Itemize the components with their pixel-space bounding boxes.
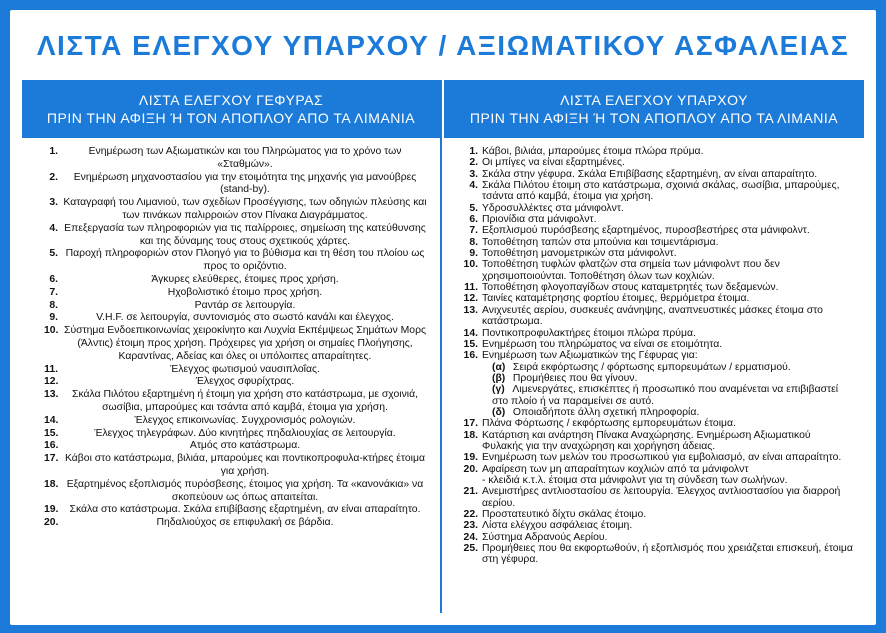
checklist-item	[464, 305, 854, 328]
item-text: Σύστημα Ενδοεπικοινωνίας χειροκίνητο και Λυχνία Εκπέμψεως Σημάτων Μορς (Άλντις) έτοιμη προς χρήση. Πρόχειρες για χρήση οι σημαίες Πλοήγησης, Καραντίνας, Αδείας και όλες οι υπόλοιπες απαραίτητες.	[64, 325, 426, 362]
item-number: 6.	[49, 273, 58, 285]
item-number: 24.	[463, 531, 478, 543]
item-text: Προμήθειες που θα εκφορτωθούν, ή εξοπλισμός που χρειάζεται επισκευή, έτοιμα στη γέφυρα.	[482, 543, 853, 566]
item-text: Ταινίες καταμέτρησης φορτίου έτοιμες, θερμόμετρα έτοιμα.	[482, 293, 750, 305]
item-text: Έλεγχος φωτισμού ναυσιπλοΐας.	[170, 363, 320, 375]
item-number: 5.	[49, 248, 58, 260]
item-number: 6.	[469, 214, 478, 226]
item-text: Αφαίρεση των μη απαραίτητων κοχλιών από τα μάνιφολντ	[482, 463, 749, 475]
item-number: 15.	[44, 427, 59, 439]
checklist-item	[464, 248, 854, 259]
item-text: Κάβοι, βιλιάα, μπαρούμες έτοιμα πλώρα πρύμα.	[482, 146, 704, 157]
checklist-item	[49, 222, 430, 249]
item-text: Έλεγχος σφυρίχτρας.	[195, 376, 295, 388]
checklist-item	[464, 520, 854, 531]
item-number: 8.	[49, 299, 58, 311]
item-text: Κάβοι στο κατάστρωμα, βιλιάα, μπαρούμες και ποντικοπροφυλα-κτήρες έτοιμα για χρήση.	[65, 453, 425, 477]
item-number: 22.	[463, 509, 478, 520]
item-text: Σύστημα Αδρανούς Αερίου.	[482, 531, 608, 543]
item-number: 20.	[44, 517, 59, 529]
checklist-item	[464, 464, 854, 487]
sub-item-label: (δ)	[492, 406, 506, 418]
checklist-item	[44, 376, 430, 389]
item-text: Πλάνα Φόρτωσης / εκφόρτωσης εμπορευμάτων έτοιμα.	[482, 418, 736, 430]
item-number: 5.	[469, 202, 478, 214]
item-number: 16.	[44, 440, 59, 452]
item-text: Ανιχνευτές αερίου, συσκευές ανάνηψης, αναπνευστικές μάσκες έτοιμα στο κατάστρωμα.	[482, 304, 823, 328]
item-number: 13.	[44, 389, 59, 401]
checklist-item	[464, 180, 854, 203]
checklist-item	[464, 430, 854, 453]
checklist-item	[49, 146, 430, 172]
bridge-checklist-column	[22, 80, 442, 613]
item-text: Ενημέρωση των μελών του προσωπικού για εμβολιασμό, αν είναι απαραίτητο.	[482, 452, 842, 464]
item-number: 17.	[44, 453, 59, 465]
checklist-item	[44, 478, 430, 505]
item-number: 19.	[463, 452, 478, 464]
item-number: 20.	[463, 463, 478, 475]
sub-item	[482, 373, 854, 384]
item-number: 14.	[463, 327, 478, 339]
item-text: Τοποθέτηση μανομετρικών στα μάνιφολντ.	[482, 248, 677, 260]
sub-item-text: Λιμενεργάτες, επισκέπτες ή προσωπικό που αναμένεται να επιβιβαστεί στο πλοίο ή να παραμείνει σε αυτό.	[492, 384, 839, 407]
item-number: 16.	[463, 350, 478, 362]
sub-item	[482, 407, 854, 418]
checklist-item	[464, 339, 854, 350]
checklist-item	[464, 452, 854, 463]
checklist-item	[49, 171, 430, 198]
checklist-item	[464, 350, 854, 418]
sub-item	[482, 362, 854, 373]
master-checklist	[444, 138, 864, 566]
checklist-item	[464, 418, 854, 429]
checklist-item	[49, 197, 430, 223]
item-number: 25.	[463, 543, 478, 555]
item-number: 2.	[49, 171, 58, 183]
item-number: 2.	[469, 157, 478, 169]
master-heading-line1: ΛΙΣΤΑ ΕΛΕΓΧΟΥ ΥΠΑΡΧΟΥ	[560, 92, 748, 108]
item-text: Εξαρτημένος εξοπλισμός πυρόσβεσης, έτοιμος για χρήση. Τα «κανονάκια» να σκοπεύουν ως όπως απαιτείται.	[66, 478, 424, 503]
checklist-item	[464, 259, 854, 282]
checklist-item	[49, 248, 430, 274]
item-number: 1.	[469, 146, 478, 157]
item-number: 3.	[469, 168, 478, 180]
item-number: 9.	[49, 312, 58, 324]
master-checklist-heading	[444, 80, 864, 138]
item-number: 18.	[463, 429, 478, 441]
checklist-item	[44, 517, 430, 530]
bridge-heading-line1: ΛΙΣΤΑ ΕΛΕΓΧΟΥ ΓΕΦΥΡΑΣ	[138, 92, 324, 108]
item-number: 19.	[44, 504, 59, 516]
item-text: Ενημέρωση των Αξιωματικών και του Πληρώματος για το χρόνο των «Σταθμών».	[88, 146, 402, 170]
checklist-item	[464, 282, 854, 293]
sub-item-label: (β)	[492, 372, 506, 384]
item-number: 10.	[44, 325, 59, 337]
item-text: Σκάλα Πιλότου έτοιμη στο κατάστρωμα, σχοινιά σκάλας, σωσίβια, μπαρούμες, τσάντα από καμβά, έτοιμα για χρήση.	[482, 180, 840, 203]
checklist-item	[44, 427, 430, 441]
master-heading-line2: ΠΡΙΝ ΤΗΝ ΑΦΙΞΗ Ή ΤΟΝ ΑΠΟΠΛΟΥ ΑΠΟ ΤΑ ΛΙΜΑΝΙΑ	[469, 110, 839, 126]
item-text: Τοποθέτηση ταπών στα μπούνια και τσιμεντάρισμα.	[482, 236, 719, 248]
bridge-heading-line2: ΠΡΙΝ ΤΗΝ ΑΦΙΞΗ Ή ΤΟΝ ΑΠΟΠΛΟΥ ΑΠΟ ΤΑ ΛΙΜΑΝΙΑ	[46, 110, 416, 126]
checklist-item	[464, 157, 854, 168]
item-text: Καταγραφή του Λιμανιού, των σχεδίων Προσέγγισης, των οδηγιών πλεύσης και των πινάκων παλιρροιών στον Πίνακα Διαγράμματος.	[63, 197, 427, 221]
item-number: 4.	[469, 180, 478, 192]
item-text: Προστατευτικό δίχτυ σκάλας έτοιμο.	[482, 509, 647, 520]
item-number: 21.	[463, 486, 478, 498]
item-number: 14.	[44, 414, 59, 426]
item-text: Ποντικοπροφυλακτήρες έτοιμοι πλώρα πρύμα.	[482, 327, 696, 339]
item-text: Κατάρτιση και ανάρτηση Πίνακα Αναχώρησης. Ενημέρωση Αξιωματικού Φυλακής για την αναχώρηση και χορήγηση άδειας.	[482, 429, 811, 452]
checklist-item	[464, 543, 854, 566]
checklist-item	[464, 509, 854, 520]
item-number: 8.	[469, 236, 478, 248]
item-number: 17.	[463, 418, 478, 430]
item-text: Έλεγχος επικοινωνίας. Συγχρονισμός ρολογιών.	[134, 414, 356, 426]
item-text: V.H.F. σε λειτουργία, συντονισμός στο σωστό κανάλι και έλεγχος.	[96, 312, 394, 324]
item-text: Ενημέρωση του πληρώματος να είναι σε ετοιμότητα.	[482, 338, 723, 350]
item-number: 11.	[464, 282, 478, 294]
sub-item-text: Προμήθειες που θα γίνουν.	[512, 372, 638, 384]
item-text: Λίστα ελέγχου ασφάλειας έτοιμη.	[482, 520, 633, 532]
checklist-item	[44, 389, 430, 415]
checklist-item	[44, 414, 430, 428]
item-text: Έλεγχος τηλεγράφων. Δύο κινητήρες πηδαλιουχίας σε λειτουργία.	[94, 427, 396, 439]
item-text: Εξοπλισμού πυρόσβεσης εξαρτημένος, πυροσβεστήρες στα μάνιφολντ.	[482, 225, 810, 237]
bridge-checklist-heading	[22, 80, 440, 138]
item-number: 9.	[469, 248, 478, 260]
item-number: 10.	[463, 259, 478, 271]
item-number: 7.	[469, 225, 478, 237]
checklist-item	[464, 293, 854, 304]
sub-item	[482, 384, 854, 407]
item-text: Υδροσυλλέκτες στα μάνιφολντ.	[482, 202, 624, 214]
checklist-item	[464, 169, 854, 180]
item-number: 23.	[463, 520, 478, 532]
item-text: Τοποθέτηση φλογοπαγίδων στους καταμετρητές των δεξαμενών.	[482, 282, 779, 294]
item-number: 7.	[49, 286, 58, 298]
checklist-item	[49, 273, 430, 287]
sign-panel	[10, 10, 876, 625]
item-number: 13.	[463, 304, 478, 316]
checklist-item	[49, 286, 430, 300]
page-title: ΛΙΣΤΑ ΕΛΕΓΧΟΥ ΥΠΑΡΧΟΥ / ΑΞΙΩΜΑΤΙΚΟΥ ΑΣΦΑΛΕΙΑΣ	[36, 30, 850, 61]
item-text: Ανεμιστήρες αντλιοστασίου σε λειτουργία. Έλεγχος αντλιοστασίου για διαρροή αερίου.	[482, 486, 841, 509]
item-text: Σκάλα στην γέφυρα. Σκάλα Επιβίβασης εξαρτημένη, αν είναι απαραίτητο.	[482, 168, 818, 180]
checklist-item	[464, 214, 854, 225]
checklist-item	[464, 237, 854, 248]
checklist-item	[44, 504, 430, 517]
item-number: 15.	[463, 338, 478, 350]
checklist-item	[464, 225, 854, 236]
item-text: Σκάλα Πιλότου εξαρτημένη ή έτοιμη για χρήση στο κατάστρωμα, με σχοινιά, σωσίβια, μπαρούμες και τσάντα από καμβά, έτοιμα για χρήση.	[72, 389, 418, 413]
item-text: Ηχοβολιστικό έτοιμο προς χρήση.	[167, 286, 323, 298]
item-text: Επεξεργασία των πληροφοριών για τις παλίρροιες, σημείωση της κατεύθυνσης και της δύναμης τους στους σχετικούς χάρτες.	[64, 222, 426, 247]
item-text: Πηδαλιούχος σε επιφυλακή σε βάρδια.	[156, 517, 334, 529]
bridge-checklist	[22, 138, 440, 530]
master-checklist-column	[444, 80, 864, 613]
checklist-item	[464, 532, 854, 543]
item-text: Τοποθέτηση τυφλών φλατζών στα σημεία των μάνιφολντ που δεν χρησιμοποιούνται. Τοποθέτηση όλων των κοχλιών.	[482, 259, 780, 282]
item-number: 4.	[49, 222, 58, 234]
item-text: Ατμός στο κατάστρωμα.	[189, 440, 301, 452]
item-extra-text: - κλειδιά κ.τ.λ. έτοιμα στα μάνιφολντ για τη σύνδεση των σωλήνων.	[482, 474, 788, 486]
sub-item-label: (α)	[492, 361, 506, 373]
item-text: Άγκυρες ελεύθερες, έτοιμες προς χρήση.	[151, 273, 339, 285]
sub-item-text: Σειρά εκφόρτωσης / φόρτωσης εμπορευμάτων / ερματισμού.	[512, 361, 791, 373]
checklist-item	[49, 299, 430, 313]
checklist-item	[49, 312, 430, 325]
item-number: 11.	[44, 363, 58, 375]
item-number: 1.	[49, 146, 58, 157]
checklist-item	[464, 486, 854, 509]
item-number: 18.	[44, 478, 59, 490]
checklist-item	[44, 440, 430, 453]
item-number: 12.	[44, 376, 59, 388]
item-text: Ραντάρ σε λειτουργία.	[194, 299, 296, 311]
item-number: 3.	[49, 197, 58, 209]
checklist-item	[464, 146, 854, 157]
sub-item-text: Οποιαδήποτε άλλη σχετική πληροφορία.	[512, 406, 700, 418]
item-text: Οι μπίγες να είναι εξαρτημένες.	[482, 157, 625, 169]
checklist-item	[464, 203, 854, 214]
item-number: 12.	[463, 293, 478, 305]
checklist-item	[464, 328, 854, 339]
item-text: Παροχή πληροφοριών στον Πλοηγό για το βύθισμα και τη θέση του πλοίου ως προς το οριζόντιο.	[65, 248, 425, 273]
checklist-item	[44, 363, 430, 377]
item-text: Ενημέρωση μηχανοστασίου για την ετοιμότητα της μηχανής για μανούβρες (stand-by).	[73, 171, 417, 196]
item-text: Ενημέρωση των Αξιωματικών της Γέφυρας για:	[482, 350, 698, 362]
sub-item-label: (γ)	[492, 384, 505, 396]
item-text: Σκάλα στο κατάστρωμα. Σκάλα επιβίβασης εξαρτημένη, αν είναι απαραίτητο.	[69, 504, 421, 516]
checklist-item	[44, 453, 430, 479]
checklist-item	[44, 325, 430, 363]
item-text: Πριονίδια στα μάνιφολντ.	[482, 214, 597, 226]
